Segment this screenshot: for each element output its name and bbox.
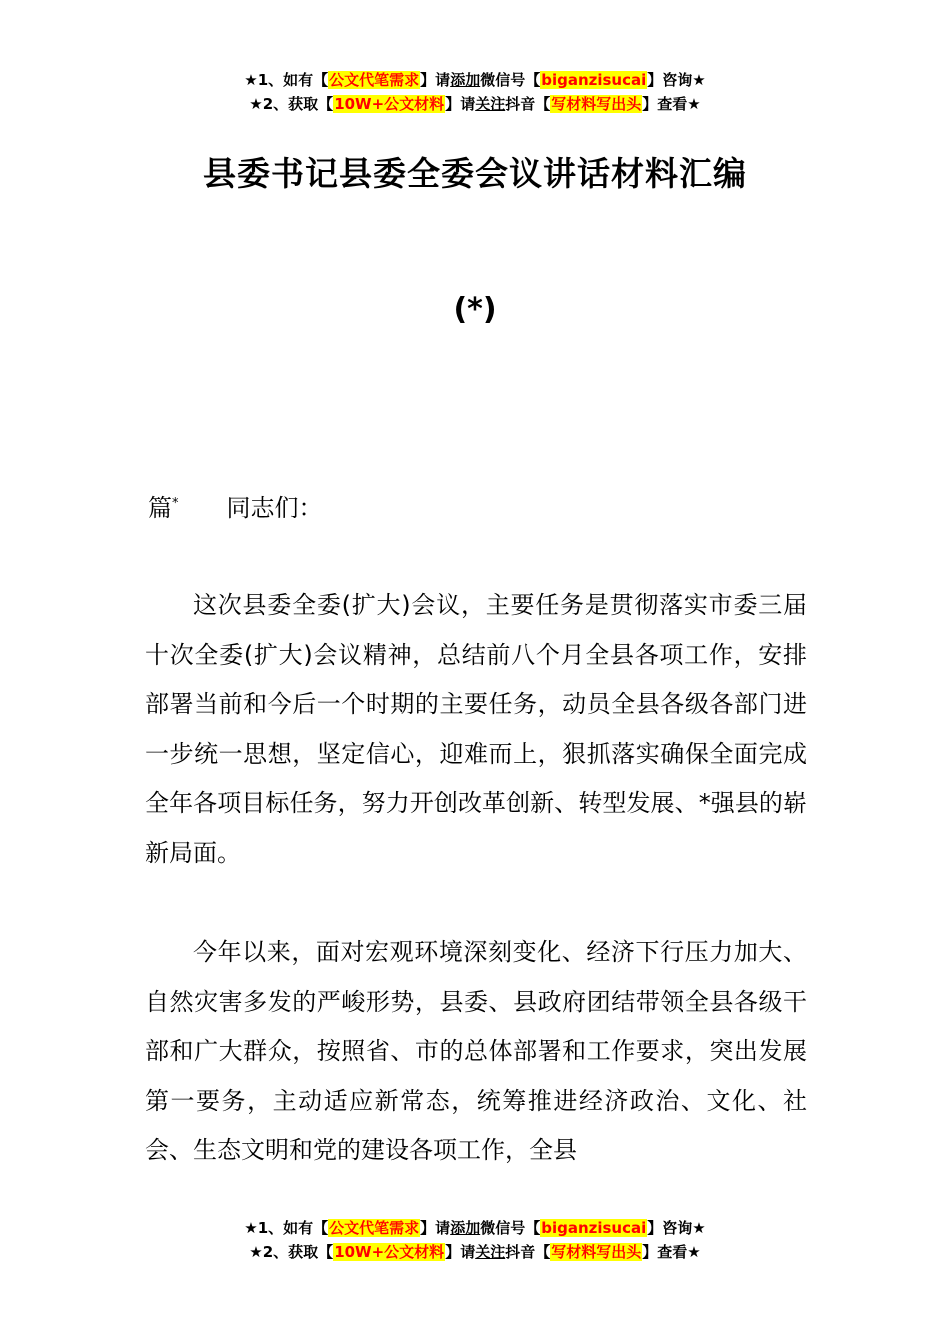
banner-highlight-douyin: 写材料写出头 [551,95,642,113]
document-subtitle: (*) [453,292,497,327]
banner-highlight-wechat: biganzisucai [541,1219,647,1237]
banner-highlight-douyin: 写材料写出头 [551,1243,642,1261]
header-banner [0,68,950,116]
salutation-text: 同志们： [226,494,323,522]
body-paragraph-1 [145,581,807,879]
banner-highlight-service: 公文代笔需求 [329,1219,420,1237]
banner-line-1: ★1、如有【公文代笔需求】请添加微信号【biganzisucai】咨询★ [244,1219,706,1237]
document-title: 县委书记县委全委会议讲话材料汇编 [203,154,747,193]
banner-highlight-service: 公文代笔需求 [329,71,420,89]
banner-highlight-materials: 10W+公文材料 [334,95,445,113]
banner-highlight-materials: 10W+公文材料 [334,1243,445,1261]
paragraph-text: 今年以来，面对宏观环境深刻变化、经济下行压力加大、自然灾害多发的严峻形势，县委、县政府团结带领全县各级干部和广大群众，按照省、市的总体部署和工作要求，突出发展第一要务，主动适应新常态，统筹推进经济政治、文化、社会、生态文明和党的建设各项工作，全县 [145,938,807,1165]
body-paragraph-2 [145,928,807,1176]
paragraph-text: 这次县委全委(扩大)会议，主要任务是贯彻落实市委三届十次全委(扩大)会议精神，总结前八个月全县各项工作，安排部署当前和今后一个时期的主要任务，动员全县各级各部门进一步统一思想，坚定信心，迎难而上，狠抓落实确保全面完成全年各项目标任务，努力开创改革创新、转型发展、*强县的崭新局面。 [145,591,807,867]
salutation-line [148,482,323,530]
section-label: 篇 [148,494,172,522]
banner-line-2: ★2、获取【10W+公文材料】请关注抖音【写材料写出头】查看★ [249,95,701,113]
footer-banner [0,1216,950,1264]
banner-line-1: ★1、如有【公文代笔需求】请添加微信号【biganzisucai】咨询★ [244,71,706,89]
banner-highlight-wechat: biganzisucai [541,71,647,89]
section-mark: * [172,496,179,511]
banner-line-2: ★2、获取【10W+公文材料】请关注抖音【写材料写出头】查看★ [249,1243,701,1261]
